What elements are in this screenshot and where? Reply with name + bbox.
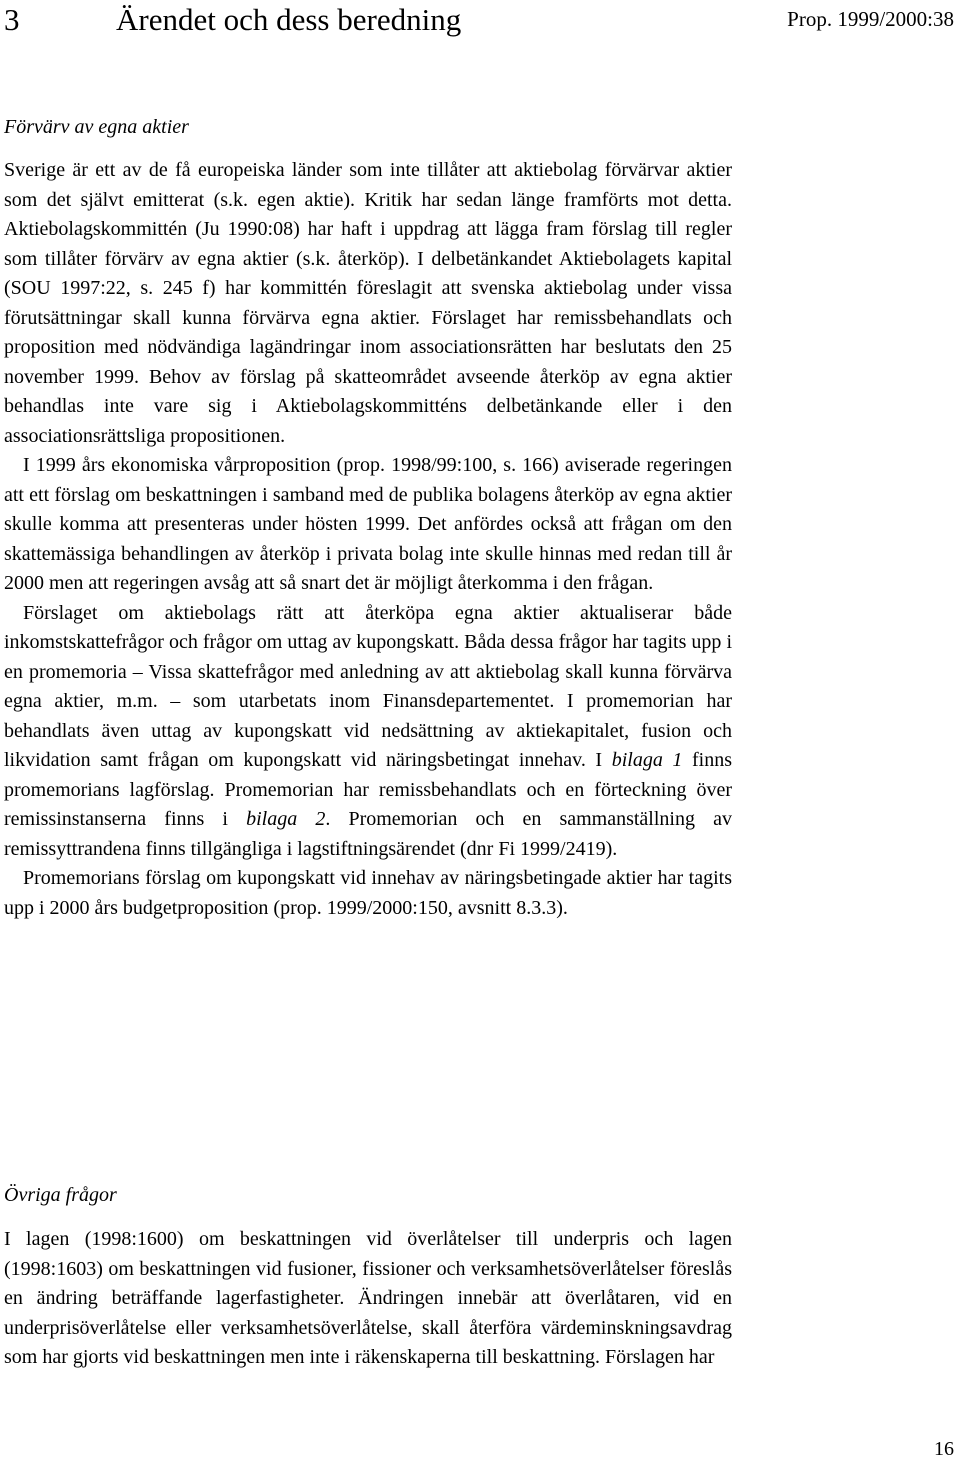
appendix-reference: bilaga 2	[246, 808, 326, 830]
chapter-number: 3	[4, 2, 20, 37]
paragraph	[4, 599, 732, 865]
section-body-forvarv	[4, 156, 732, 923]
proposition-reference: Prop. 1999/2000:38	[787, 7, 954, 31]
section-heading-ovriga: Övriga frågor	[4, 1184, 117, 1206]
appendix-reference: bilaga 1	[611, 749, 683, 771]
section-heading-forvarv: Förvärv av egna aktier	[4, 116, 189, 138]
paragraph-text: . Promemorian och en sammanställning av remissyttrandena finns tillgängliga i lagstiftningsärendet (dnr Fi 1999/2419).	[4, 808, 732, 860]
paragraph: Promemorians förslag om kupongskatt vid innehav av näringsbetingade aktier har tagits upp i 2000 års budgetproposition (prop. 1999/2000:150, avsnitt 8.3.3).	[4, 867, 732, 919]
chapter-title: Ärendet och dess beredning	[116, 2, 462, 37]
running-header	[0, 2, 960, 42]
paragraph: Sverige är ett av de få europeiska länder som inte tillåter att aktiebolag förvärvar aktier som det självt emitterat (s.k. egen aktie). Kritik har sedan länge framförts mot detta. Aktiebolagskommittén (Ju 1990:08) har haft i uppdrag att lägga fram förslag till regler som tillåter förvärv av egna aktier (s.k. återköp). I delbetänkandet Aktiebolagets kapital (SOU 1997:22, s. 245 f) har kommittén föreslagit att svenska aktiebolag under vissa förutsättningar skall kunna förvärva egna aktier. Förslaget har remissbehandlats och proposition med nödvändiga lagändringar inom associationsrätten har beslutats den 25 november 1999. Behov av förslag på skatteområdet avseende återköp av egna aktier behandlas inte vare sig i Aktiebolagskommitténs delbetänkande eller i den associationsrättsliga propositionen.	[4, 159, 732, 447]
page-number: 16	[934, 1438, 954, 1460]
section-body-ovriga	[4, 1225, 732, 1373]
paragraph-text: finns promemorians lagförslag. Promemorian har remissbehandlats och en förteckning över remissinstanserna finns i	[4, 749, 733, 830]
paragraph: I 1999 års ekonomiska vårproposition (prop. 1998/99:100, s. 166) aviserade regeringen att ett förslag om beskattningen i samband med de publika bolagens återköp av egna aktier skulle komma att presenteras under hösten 1999. Det anfördes också att frågan om den skattemässiga behandlingen av återköp i privata bolag inte skulle hinnas med redan till år 2000 men att regeringen avsåg att så snart det är möjligt återkomma i den frågan.	[4, 454, 732, 594]
paragraph: I lagen (1998:1600) om beskattningen vid överlåtelser till underpris och lagen (1998:1603) om beskattningen vid fusioner, fissioner och verksamhetsöverlåtelser föreslås en ändring beträffande lagerfastigheter. Ändringen innebär att överlåtaren, vid en underprisöverlåtelse eller verksamhetsöverlåtelse, skall återföra värdeminskningsavdrag som har gjorts vid beskattningen men inte i räkenskaperna till beskattning. Förslagen har	[4, 1228, 732, 1368]
paragraph-text: Förslaget om aktiebolags rätt att återköpa egna aktier aktualiserar både inkomstskattefrågor och frågor om uttag av kupongskatt. Båda dessa frågor har tagits upp i en promemoria – Vissa skattefrågor med anledning av att aktiebolag skall kunna förvärva egna aktier, m.m. – som utarbetats inom Finansdepartementet. I promemorian har behandlats även uttag av kupongskatt vid nedsättning av aktiekapitalet, fusion och likvidation samt frågan om kupongskatt vid näringsbetingat innehav. I	[4, 601, 732, 771]
